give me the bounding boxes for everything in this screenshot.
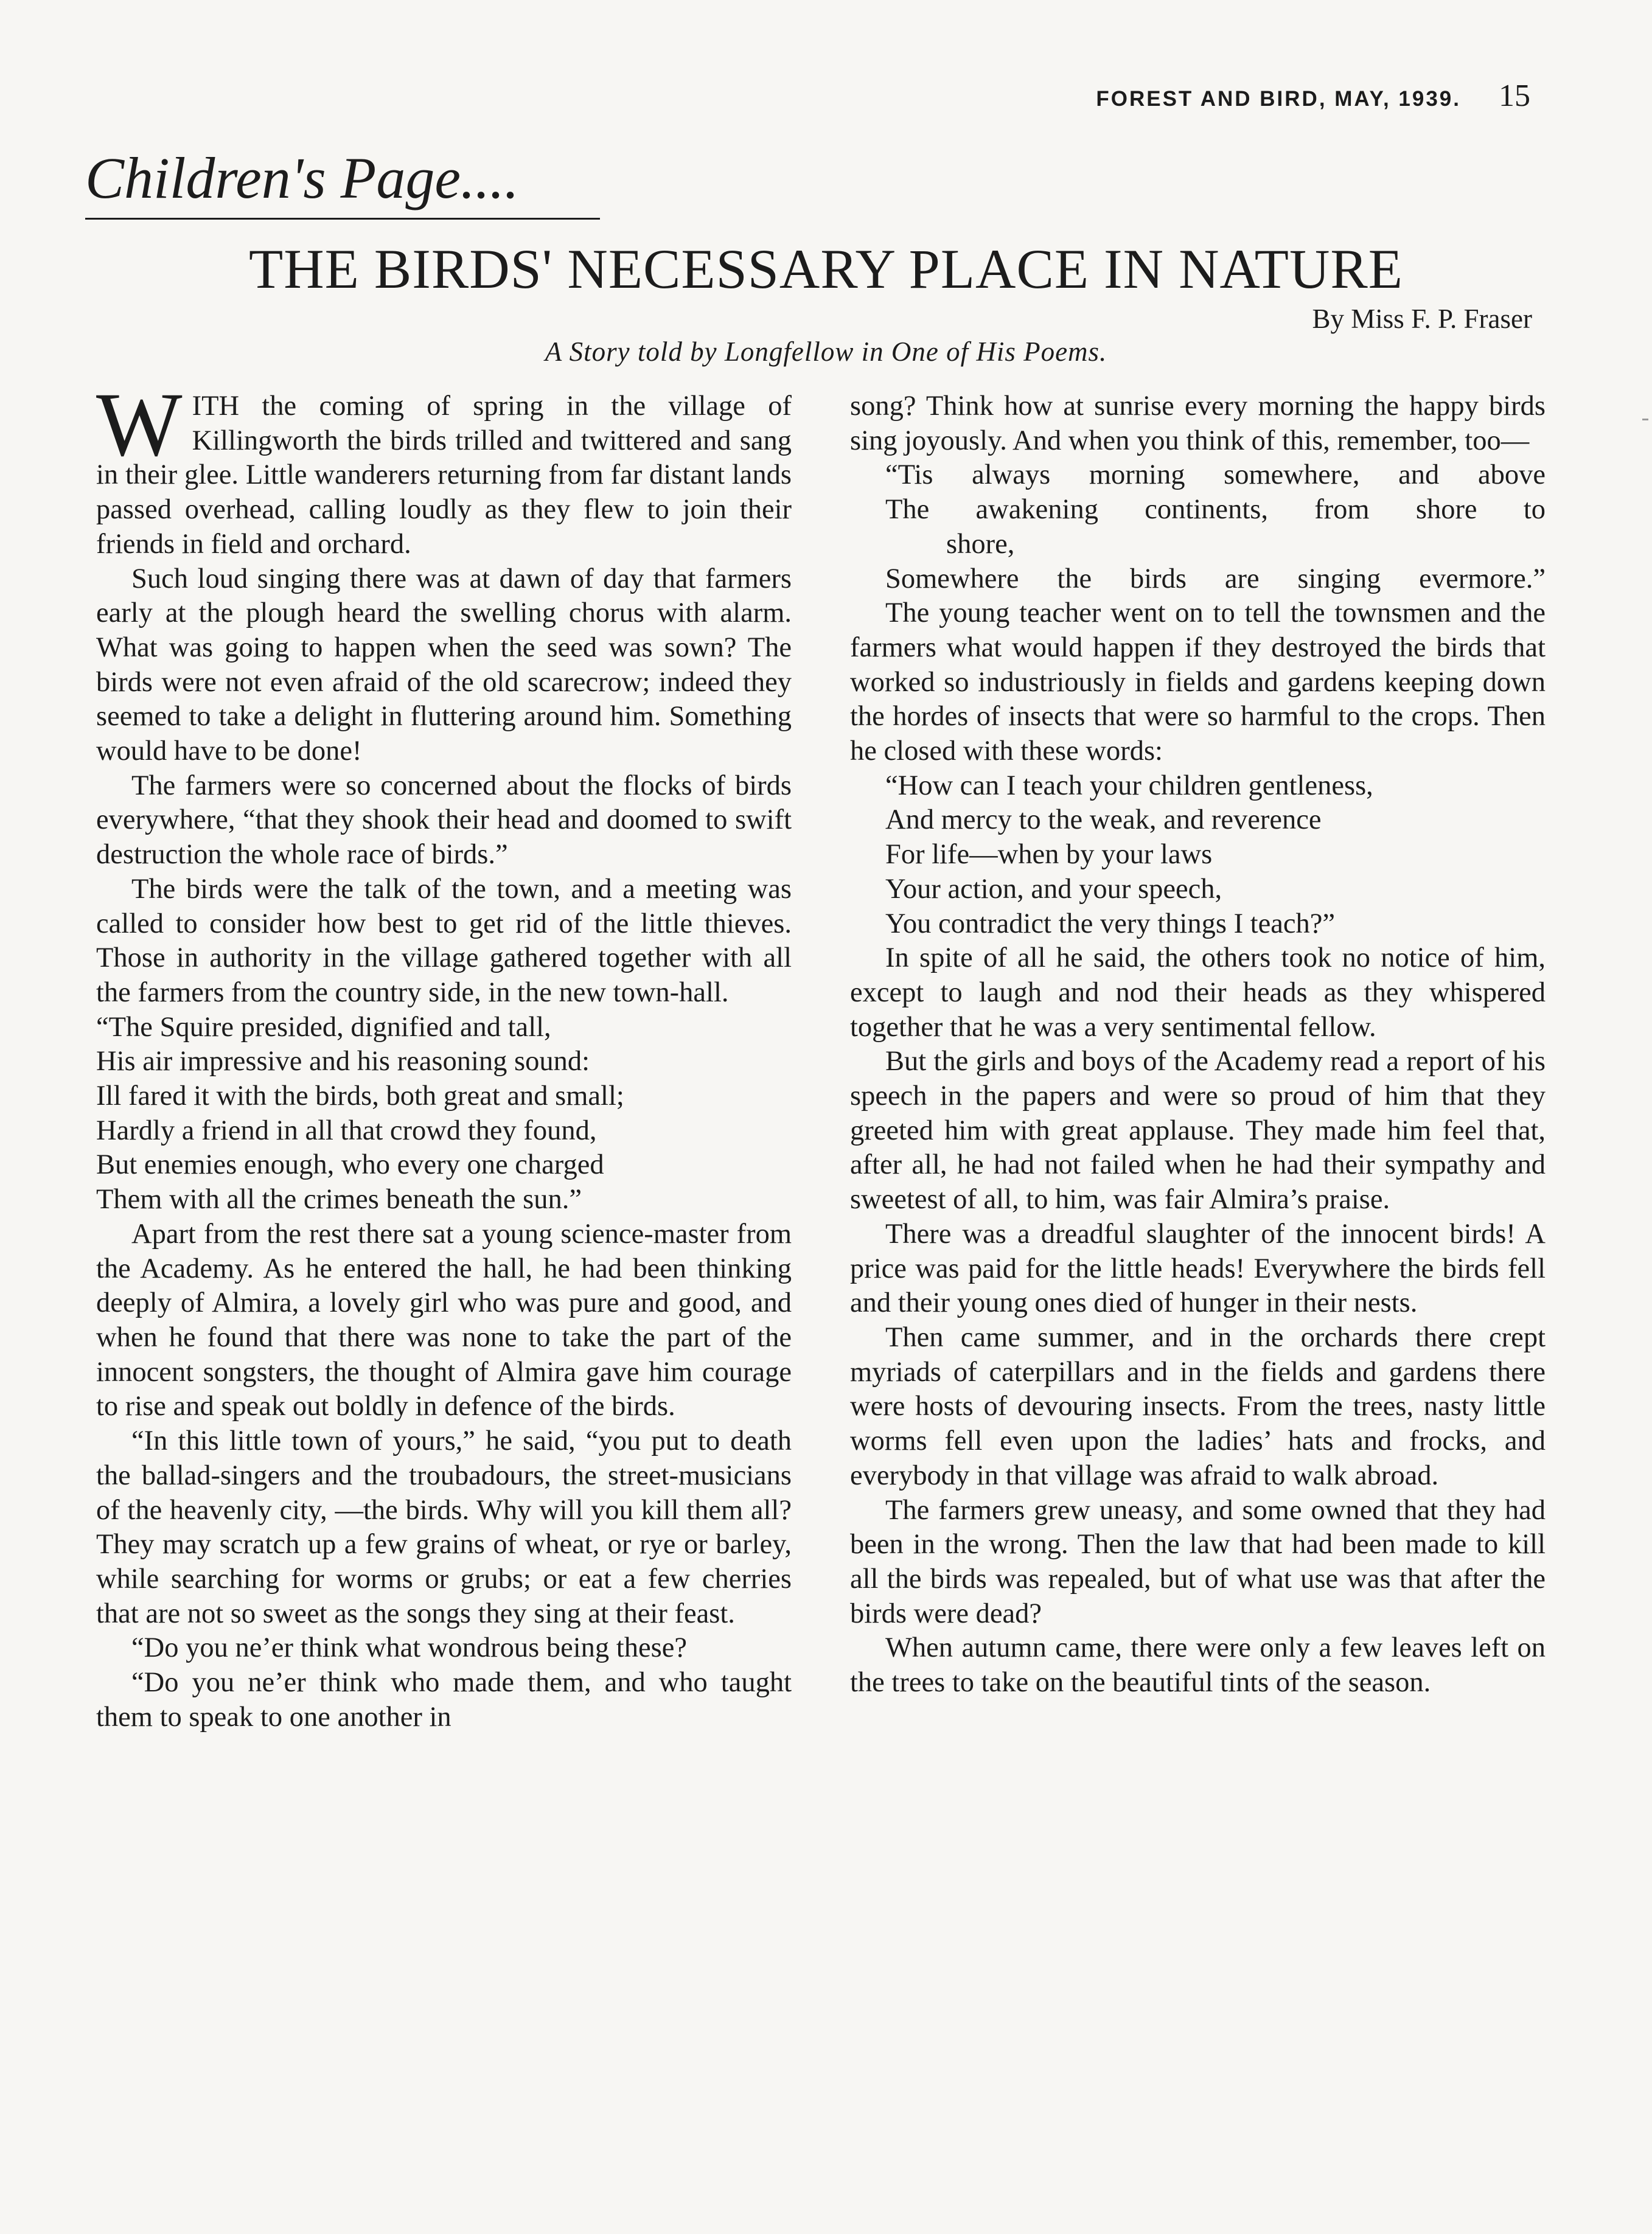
verse-line: Your action, and your speech,: [885, 873, 1222, 905]
verse-line: “Tis always morning somewhere, and above: [885, 459, 1546, 491]
page-edge-mark: [1642, 419, 1648, 420]
paragraph: The birds were the talk of the town, and a meeting was called to consider how best to get rid of the little thieves. Those in authority in the village gathered together with all the farmers from the country side, in the new town-hall.: [96, 873, 792, 1008]
paragraph: “Do you ne’er think who made them, and who taught them to speak to one another in: [96, 1667, 792, 1733]
byline: By Miss F. P. Fraser: [1312, 304, 1532, 334]
paragraph: Apart from the rest there sat a young science-master from the Academy. As he entered the hall, he had been thinking deeply of Almira, a lovely girl who was pure and good, and when he found that there was none to take the part of the innocent songsters, the thought of Almira gave him courage to rise and speak out boldly in defence of the birds.: [96, 1218, 792, 1422]
verse-line: shore,: [946, 528, 1015, 560]
left-column: [96, 374, 792, 1735]
section-heading: Children's Page....: [85, 139, 600, 220]
verse-quote: [850, 458, 1546, 596]
paragraph: The young teacher went on to tell the townsmen and the farmers what would happen if they destroyed the birds that worked so industriously in fields and gardens keeping down the hordes of insects that were so harmful to the crops. Then he closed with these words:: [850, 597, 1546, 767]
verse-line: You contradict the very things I teach?”: [885, 908, 1336, 939]
verse-line: Hardly a friend in all that crowd they found,: [96, 1115, 597, 1146]
right-column: [850, 389, 1546, 1700]
verse-line: And mercy to the weak, and reverence: [885, 804, 1322, 836]
article-title: THE BIRDS' NECESSARY PLACE IN NATURE: [249, 238, 1403, 300]
verse-line: Somewhere the birds are singing evermore.”: [885, 563, 1546, 594]
paragraph: But the girls and boys of the Academy read a report of his speech in the papers and were so proud of him that they greeted him with great applause. They made him feel that, after all, he had not failed when he had their sympathy and sweetest of all, to him, was fair Almira’s praise.: [850, 1046, 1546, 1216]
verse-quote: [96, 1011, 792, 1217]
paragraph: Such loud singing there was at dawn of day that farmers early at the plough heard the swelling chorus with alarm. What was going to happen when the seed was sown? The birds were not even afraid of the old scarecrow; indeed they seemed to take a delight in fluttering around him. Something would have to be done!: [96, 563, 792, 767]
running-head: [1096, 78, 1530, 114]
paragraph: The farmers grew uneasy, and some owned that they had been in the wrong. Then the law that had been made to kill all the birds was repealed, but of what use was that after the birds were dead?: [850, 1494, 1546, 1629]
verse-line: Them with all the crimes beneath the sun.”: [96, 1184, 582, 1216]
verse-line: For life—when by your laws: [885, 839, 1213, 871]
paragraph: The farmers were so concerned about the flocks of birds everywhere, “that they shook their head and doomed to swift destruction the whole race of birds.”: [96, 770, 792, 871]
paragraph: Then came summer, and in the orchards there crept myriads of caterpillars and in the fields and gardens there were hosts of devouring insects. From the trees, nasty little worms fell even upon the ladies’ hats and frocks, and everybody in that village was afraid to walk abroad.: [850, 1321, 1546, 1491]
verse-line: The awakening continents, from shore to: [885, 494, 1546, 526]
drop-cap: W: [96, 374, 183, 475]
paragraph: In spite of all he said, the others took no notice of him, except to laugh and nod their heads as they whispered together that he was a very sentimental fellow.: [850, 942, 1546, 1043]
verse-line: But enemies enough, who every one charged: [96, 1149, 604, 1181]
verse-line: “The Squire presided, dignified and tall,: [96, 1011, 551, 1043]
subtitle: A Story told by Longfellow in One of His Poems.: [545, 336, 1107, 367]
paragraph: There was a dreadful slaughter of the innocent birds! A price was paid for the little heads! Everywhere the birds fell and their young ones died of hunger in their nests.: [850, 1218, 1546, 1319]
paragraph-text: ITH the coming of spring in the village of Killingworth the birds trilled and twittered and sang in their glee. Little wanderers returning from far distant lands passed overhead, calling loudly as they flew to join their friends in field and orchard.: [96, 391, 792, 560]
verse-quote: [850, 769, 1546, 942]
verse-line: Ill fared it with the birds, both great and small;: [96, 1080, 624, 1112]
paragraph: “Do you ne’er think what wondrous being these?: [131, 1632, 687, 1664]
paragraph: song? Think how at sunrise every morning the happy birds sing joyously. And when you think of this, remember, too—: [850, 391, 1546, 456]
verse-line: His air impressive and his reasoning sound:: [96, 1046, 590, 1077]
paragraph: [96, 374, 792, 562]
paragraph: When autumn came, there were only a few leaves left on the trees to take on the beautiful tints of the season.: [850, 1632, 1546, 1699]
paragraph: “In this little town of yours,” he said, “you put to death the ballad-singers and the troubadours, the street-musicians of the heavenly city, —the birds. Why will you kill them all? They may scratch up a few grains of wheat, or rye or barley, while searching for worms or grubs; or eat a few cherries that are not so sweet as the songs they sing at their feast.: [96, 1425, 792, 1629]
journal-issue-line: FOREST AND BIRD, MAY, 1939.: [1096, 87, 1461, 111]
page-number: 15: [1499, 78, 1530, 113]
verse-line: “How can I teach your children gentleness,: [885, 770, 1373, 801]
